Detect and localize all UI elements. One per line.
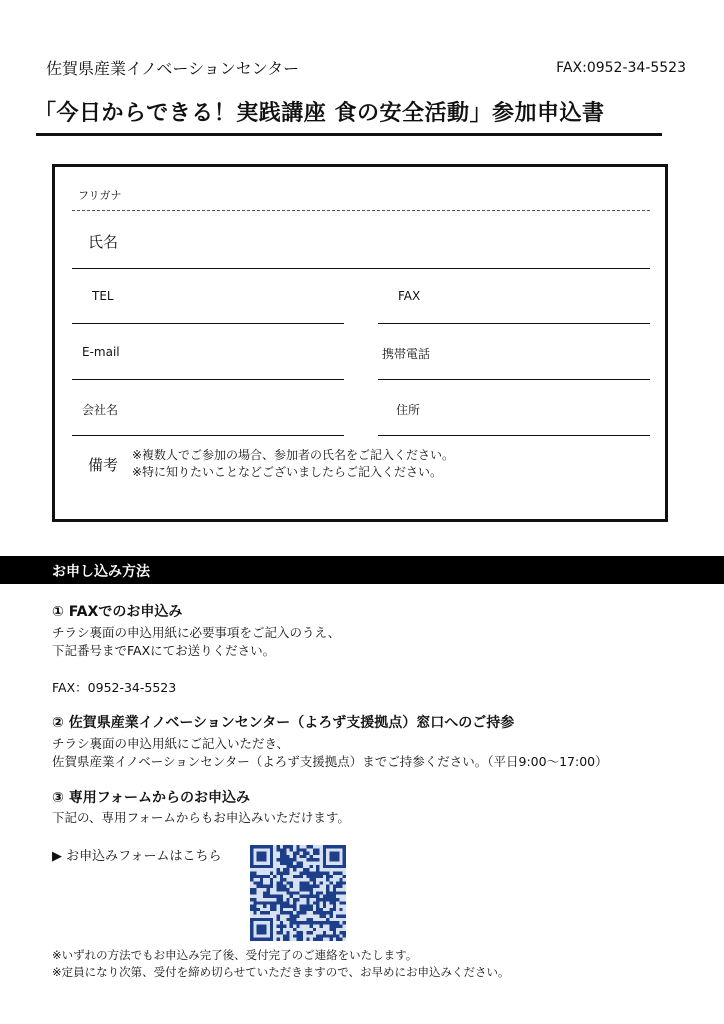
address-field-line[interactable] xyxy=(378,435,650,436)
mobile-field-line[interactable] xyxy=(378,379,650,380)
fax-method-text: チラシ裏面の申込用紙に必要事項をご記入のうえ、 xyxy=(52,625,341,640)
tel-label: TEL xyxy=(92,289,114,303)
footnote: ※定員になり次第、受付を締め切らせていただきますので、お早めにお申込みください。 xyxy=(52,965,510,979)
remarks-label: 備考 xyxy=(88,456,119,474)
address-label: 住所 xyxy=(396,403,421,417)
online-method-heading: ③ 専用フォームからのお申込み xyxy=(52,790,251,806)
remarks-note: ※複数人でご参加の場合、参加者の氏名をご記入ください。 xyxy=(132,448,455,462)
section-title: お申し込み方法 xyxy=(52,564,150,580)
fax-label: FAX xyxy=(398,289,421,303)
online-method-text: 下記の、専用フォームからもお申込みいただけます。 xyxy=(52,810,350,825)
tel-field-line[interactable] xyxy=(72,323,344,324)
furigana-field-line[interactable] xyxy=(72,210,650,211)
name-field-line[interactable] xyxy=(72,268,650,269)
furigana-label: フリガナ xyxy=(78,189,122,202)
visit-method-heading: ② 佐賀県産業イノベーションセンター（よろず支援拠点）窓口へのご持参 xyxy=(52,715,515,731)
mobile-label: 携帯電話 xyxy=(382,347,431,361)
company-field-line[interactable] xyxy=(72,435,344,436)
fax-method-heading: ① FAXでのお申込み xyxy=(52,604,183,620)
page-title: 「今日からできる！実践講座 食の安全活動」参加申込書 xyxy=(34,101,605,126)
remarks-note: ※特に知りたいことなどございましたらご記入ください。 xyxy=(132,465,443,479)
email-label: E-mail xyxy=(82,345,120,359)
visit-method-text: 佐賀県産業イノベーションセンター（よろず支援拠点）までご持参ください。（平日9:00～17:00） xyxy=(52,754,608,769)
footnote: ※いずれの方法でもお申込み完了後、受付完了のご連絡をいたします。 xyxy=(52,948,418,962)
title-underline xyxy=(36,133,662,136)
visit-method-text: チラシ裏面の申込用紙にご記入いただき、 xyxy=(52,736,290,751)
fax-field-line[interactable] xyxy=(378,323,650,324)
organization-name: 佐賀県産業イノベーションセンター xyxy=(46,59,300,78)
fax-method-text: 下記番号までFAXにてお送りください。 xyxy=(52,643,276,658)
email-field-line[interactable] xyxy=(72,379,344,380)
qr-code[interactable] xyxy=(250,845,346,941)
fax-number: FAX：0952-34-5523 xyxy=(52,680,177,695)
company-label: 会社名 xyxy=(82,403,119,417)
application-form-link[interactable]: ▶ お申込みフォームはこちら xyxy=(52,849,222,864)
name-label: 氏名 xyxy=(88,233,119,251)
header-fax-number: FAX:0952-34-5523 xyxy=(556,60,686,76)
